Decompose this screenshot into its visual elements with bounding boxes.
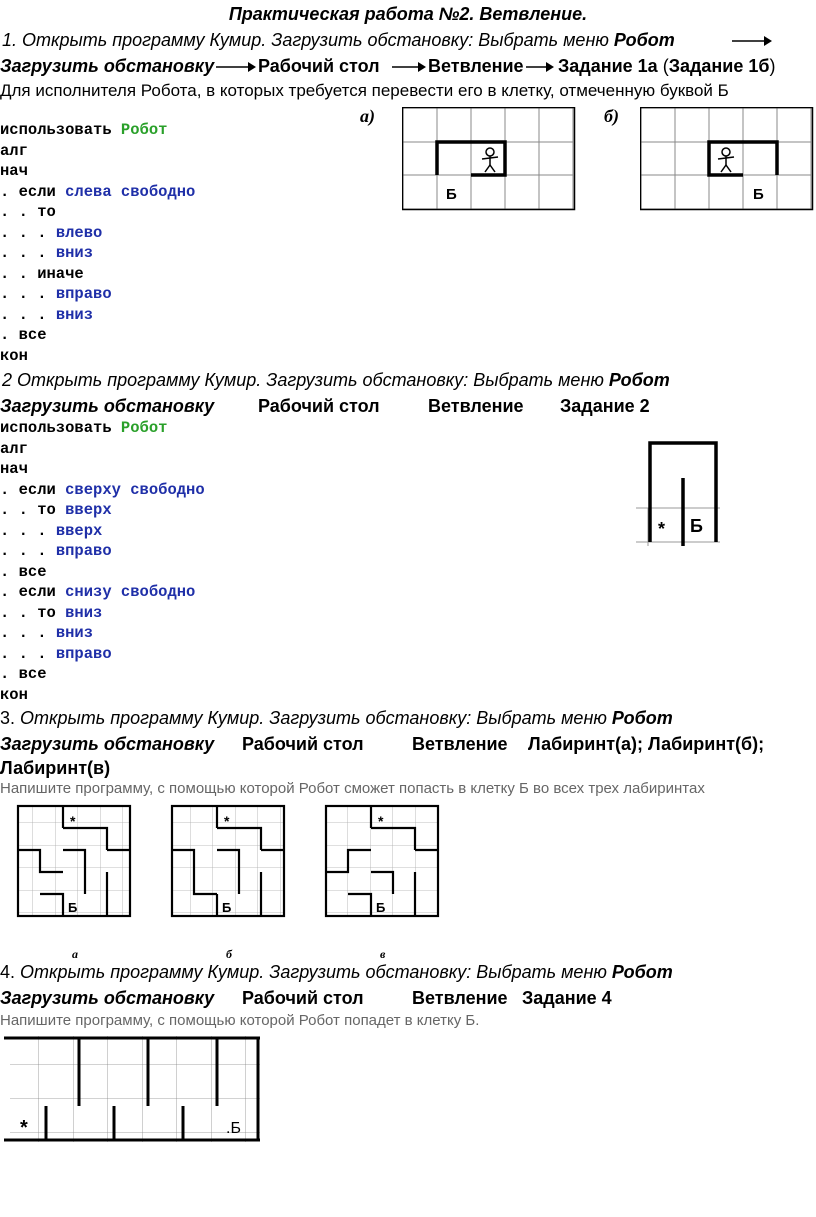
task2-menu-branch: Ветвление: [428, 396, 524, 416]
task1-menu-desk: Рабочий стол: [258, 56, 380, 76]
fig-3b-label: б: [226, 947, 232, 961]
maze-1a: [402, 107, 576, 211]
task4-line1: 4. Открыть программу Кумир. Загрузить обстановку: Выбрать меню Робот: [0, 962, 673, 982]
cell-b-label: .Б: [226, 1120, 241, 1137]
code-line: алг: [0, 141, 28, 160]
maze-1b: [640, 107, 814, 211]
code-line: . . то вниз: [0, 603, 103, 622]
task1-description: Для исполнителя Робота, в которых требуется перевести его в клетку, отмеченную буквой Б: [0, 81, 729, 100]
task3-line1: 3. Открыть программу Кумир. Загрузить обстановку: Выбрать меню Робот: [0, 708, 673, 728]
code-line: . . иначе: [0, 264, 84, 283]
code-line: . . . вниз: [0, 624, 94, 642]
maze-4: [4, 1030, 266, 1155]
code-line: нач: [0, 162, 28, 180]
code-block-2: [0, 418, 205, 705]
svg-text:Б: Б: [376, 900, 386, 915]
task3-menu-task: Лабиринт(а); Лабиринт(б);: [528, 734, 765, 754]
task3-menu-task-c: Лабиринт(в): [0, 758, 111, 778]
maze-2: [636, 438, 722, 550]
task3-description: Напишите программу, с помощью которой Робот сможет попасть в клетку Б во всех трех лабиринтах: [0, 780, 705, 797]
cell-b-label: Б: [446, 186, 457, 203]
arrow-icon: [732, 34, 772, 48]
code-line: . . то вверх: [0, 501, 112, 519]
code-line: использовать Робот: [0, 121, 168, 139]
mazes-3: [10, 800, 460, 965]
code-line: . . . вверх: [0, 521, 103, 540]
code-line: . если сверху свободно: [0, 480, 205, 499]
cell-b-label: Б: [690, 516, 703, 536]
svg-text:*: *: [70, 813, 76, 829]
code-block-1: [0, 120, 195, 366]
code-line: . если слева свободно: [0, 182, 196, 201]
code-line: . . . вправо: [0, 644, 112, 663]
code-line: . . . вниз: [0, 244, 94, 262]
code-line: кон: [0, 685, 28, 704]
task3-menu-load: Загрузить обстановку: [0, 734, 215, 754]
code-line: . все: [0, 665, 47, 683]
task2-line1: 2 Открыть программу Кумир. Загрузить обстановку: Выбрать меню Робот: [2, 370, 670, 390]
task4-description: Напишите программу, с помощью которой Робот попадет в клетку Б.: [0, 1012, 480, 1029]
task4-menu-branch: Ветвление: [412, 988, 508, 1008]
task1-menu-load: Загрузить обстановку: [0, 56, 215, 76]
code-line: . все: [0, 562, 47, 581]
task1-menu-task: Задание 1а (Задание 1б): [558, 56, 776, 76]
code-line: . . . влево: [0, 223, 103, 242]
task3-menu-robot: Робот: [611, 708, 673, 728]
code-line: . . то: [0, 203, 56, 221]
svg-text:*: *: [224, 813, 230, 829]
code-line: . . . вправо: [0, 285, 112, 303]
arrow-icon: [526, 60, 554, 74]
code-line: . . . вправо: [0, 542, 112, 560]
maze-3a: [18, 806, 130, 916]
svg-text:Б: Б: [68, 900, 78, 915]
code-line: алг: [0, 439, 28, 458]
maze-3c: [326, 806, 438, 916]
fig-3c-label: в: [380, 947, 386, 961]
fig-3a-label: а: [72, 947, 78, 961]
task2-menu-task: Задание 2: [560, 396, 650, 416]
code-line: использовать Робот: [0, 419, 168, 437]
robot-icon: [718, 148, 734, 172]
task4-menu-task: Задание 4: [522, 988, 612, 1008]
task1-menu-robot: Робот: [613, 30, 675, 50]
task2-menu-load: Загрузить обстановку: [0, 396, 215, 416]
task1-instruction: 1. Открыть программу Кумир. Загрузить обстановку: Выбрать меню: [2, 30, 614, 50]
task2-menu-robot: Робот: [608, 370, 670, 390]
code-line: . . . вниз: [0, 305, 94, 324]
fig-1a-label: а): [360, 106, 375, 126]
task2-menu-desk: Рабочий стол: [258, 396, 380, 416]
code-line: нач: [0, 460, 28, 478]
task1-line1: [2, 30, 675, 51]
svg-text:Б: Б: [222, 900, 232, 915]
code-line: . если снизу свободно: [0, 583, 196, 601]
cell-b-label: Б: [753, 186, 764, 203]
code-line: кон: [0, 346, 28, 365]
star-label: *: [658, 519, 666, 539]
arrow-icon: [392, 60, 426, 74]
page-title: Практическая работа №2. Ветвление.: [228, 4, 588, 24]
task3-menu-branch: Ветвление: [412, 734, 508, 754]
task4-menu-desk: Рабочий стол: [242, 988, 364, 1008]
code-line: . все: [0, 326, 47, 344]
task4-menu-robot: Робот: [611, 962, 673, 982]
star-label: *: [20, 1117, 28, 1139]
arrow-icon: [216, 60, 256, 74]
robot-icon: [482, 148, 498, 172]
maze-3b: [172, 806, 284, 916]
task3-menu-desk: Рабочий стол: [242, 734, 364, 754]
fig-1b-label: б): [604, 106, 619, 126]
task1-menu-branch: Ветвление: [428, 56, 524, 76]
task4-menu-load: Загрузить обстановку: [0, 988, 215, 1008]
svg-text:*: *: [378, 813, 384, 829]
